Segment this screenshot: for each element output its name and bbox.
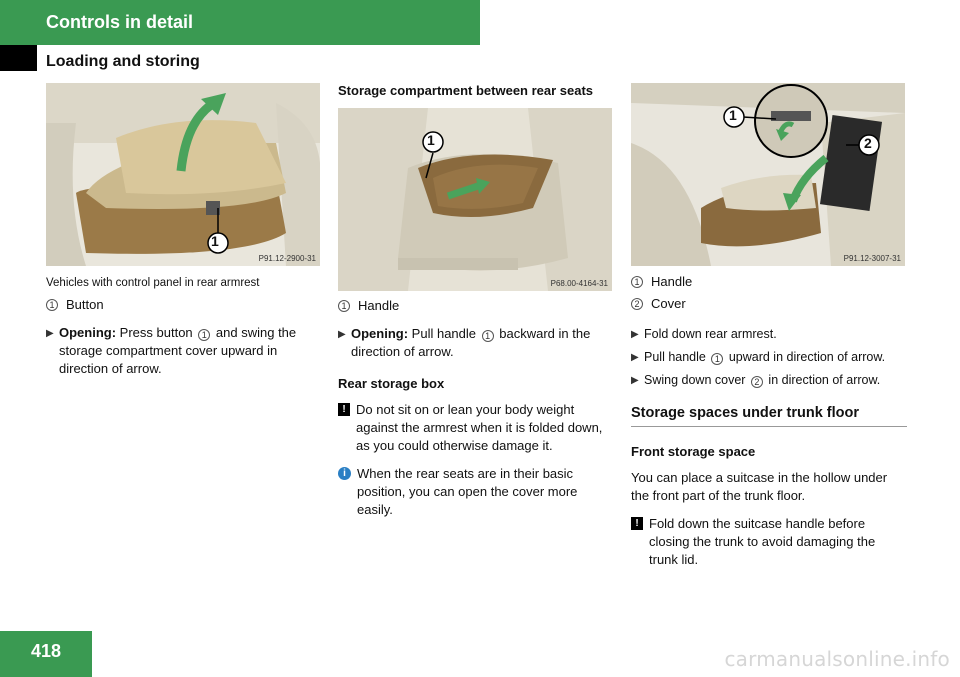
warning-note [338, 401, 612, 455]
legend-label: Handle [358, 298, 400, 313]
info-text: When the rear seats are in their basic position, you can open the cover more easily. [357, 466, 578, 517]
instruction-step [631, 325, 907, 344]
step-arrow-icon: ▶ [631, 375, 639, 386]
step-text-before: Pull handle [644, 350, 706, 364]
step-ref-number: 2 [751, 376, 763, 388]
instruction-step [46, 324, 320, 378]
right-column [631, 273, 907, 579]
step-lead: Opening: [59, 325, 117, 340]
center-compartment-photo [338, 108, 612, 291]
page-number: 418 [0, 631, 92, 677]
section-marker [0, 45, 37, 71]
step-text-after: and swing the storage compartment cover upward in direction of arrow. [59, 325, 297, 376]
photo-callout-2: 2 [864, 135, 872, 151]
photo-callout-1: 1 [729, 107, 737, 123]
step-ref-number: 1 [711, 353, 723, 365]
step-ref-number: 1 [482, 330, 494, 342]
legend-label: Button [66, 297, 104, 312]
instruction-step [631, 348, 907, 367]
legend-label: Handle [651, 274, 693, 289]
legend-item [338, 297, 612, 315]
middle-heading: Storage compartment between rear seats [338, 83, 594, 98]
legend-number: 2 [631, 298, 643, 310]
section-title: Loading and storing [46, 53, 200, 70]
step-text: Fold down rear armrest. [644, 327, 777, 341]
rear-storage-heading: Rear storage box [338, 376, 445, 391]
legend-item [631, 295, 907, 313]
photo-code: P91.12-2900-31 [258, 254, 316, 263]
step-text [59, 324, 320, 378]
chapter-tab: Controls in detail [0, 0, 480, 45]
front-storage-text: You can place a suitcase in the hollow under the front part of the trunk floor. [631, 470, 888, 503]
left-column [46, 274, 320, 382]
info-note [338, 465, 612, 519]
legend-number: 1 [631, 276, 643, 288]
step-arrow-icon: ▶ [631, 352, 639, 363]
step-text-after: backward in the direction of arrow. [351, 326, 591, 359]
photo-code: P91.12-3007-31 [843, 254, 901, 263]
warning-note [631, 515, 907, 569]
instruction-step [631, 371, 907, 390]
step-text-after: in direction of arrow. [768, 373, 881, 387]
legend-number: 1 [338, 300, 350, 312]
photo-callout-1: 1 [211, 233, 219, 249]
warning-text: Fold down the suitcase handle before closing the trunk to avoid damaging the trunk lid. [649, 516, 876, 567]
warning-icon: ! [338, 403, 350, 416]
info-icon: i [338, 467, 351, 480]
watermark: carmanualsonline.info [724, 647, 950, 671]
armrest-button-photo [46, 83, 320, 266]
step-text-after: upward in direction of arrow. [728, 350, 886, 364]
legend-label: Cover [651, 296, 686, 311]
step-arrow-icon: ▶ [631, 329, 639, 340]
instruction-step [338, 325, 612, 361]
photo-callout-1: 1 [427, 132, 435, 148]
step-arrow-icon: ▶ [338, 329, 346, 340]
step-ref-number: 1 [198, 329, 210, 341]
warning-icon: ! [631, 517, 643, 530]
step-text-before: Pull handle [411, 326, 476, 341]
step-text-before: Press button [119, 325, 193, 340]
step-text [351, 325, 612, 361]
step-text [644, 371, 880, 390]
rear-armrest-photo [631, 83, 905, 266]
photo-caption: Vehicles with control panel in rear armrest [46, 277, 260, 289]
step-lead: Opening: [351, 326, 409, 341]
middle-column-body [338, 297, 612, 529]
photo-code: P68.00-4164-31 [550, 279, 608, 288]
middle-column [338, 82, 612, 100]
warning-text: Do not sit on or lean your body weight against the armrest when it is folded down, as you could otherwise damage it. [356, 402, 603, 453]
legend-item [46, 296, 320, 314]
front-storage-heading: Front storage space [631, 444, 756, 459]
trunk-storage-heading: Storage spaces under trunk floor [631, 404, 907, 427]
step-arrow-icon: ▶ [46, 328, 54, 339]
step-text [644, 348, 885, 367]
legend-item [631, 273, 907, 291]
step-text-before: Swing down cover [644, 373, 746, 387]
legend-number: 1 [46, 299, 58, 311]
